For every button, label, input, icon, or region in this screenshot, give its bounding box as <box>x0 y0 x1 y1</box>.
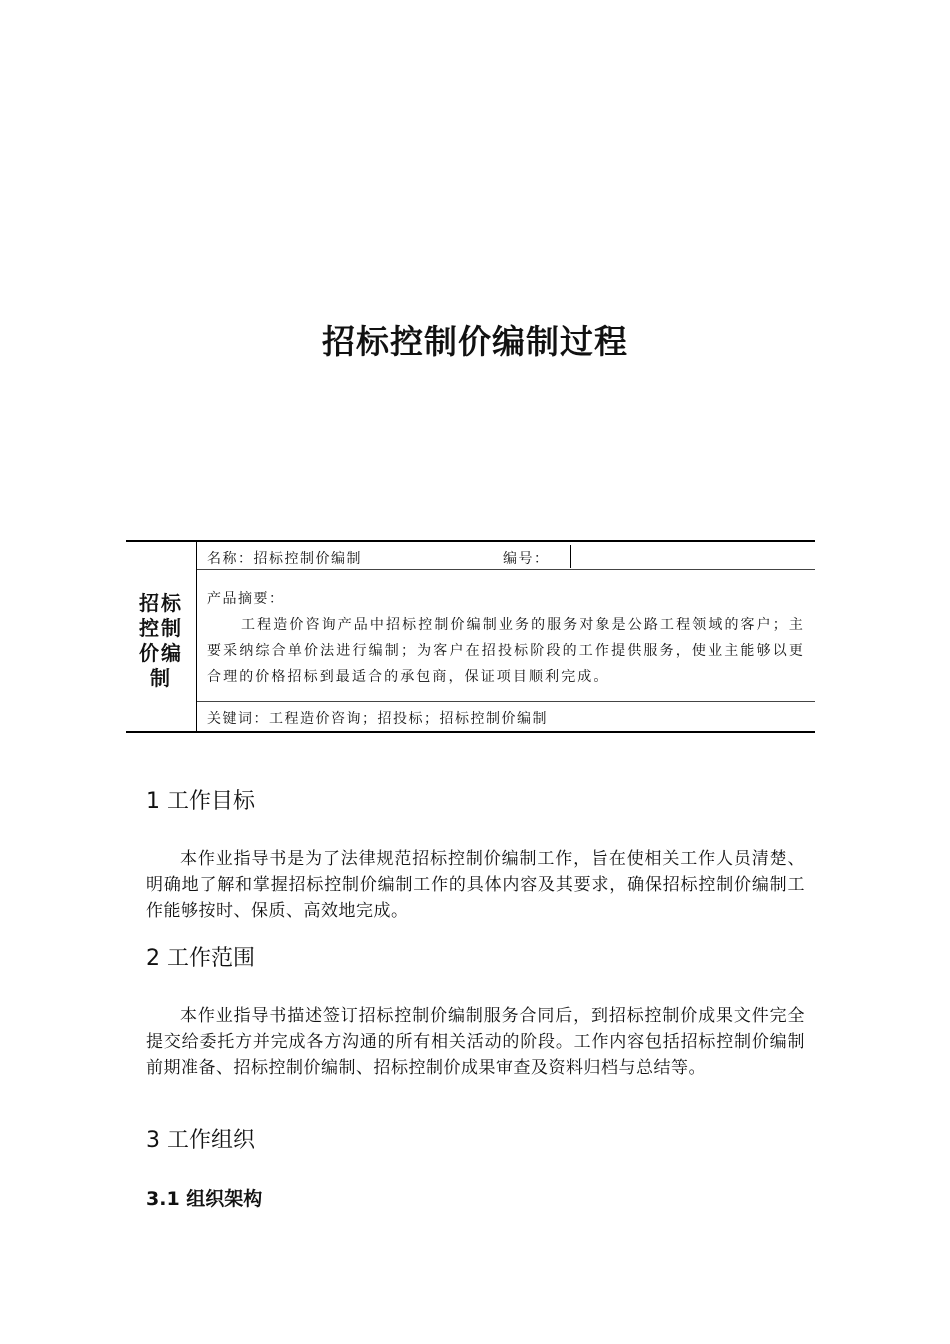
name-row <box>197 542 815 570</box>
keywords-row <box>197 702 815 729</box>
section-2-heading: 2 工作范围 <box>146 946 255 971</box>
document-title: 招标控制价编制过程 <box>322 322 628 361</box>
code-field-divider <box>570 545 571 568</box>
abstract-text: 工程造价咨询产品中招标控制价编制业务的服务对象是公路工程领域的客户；主要采纳综合单价法进行编制；为客户在招投标阶段的工作提供服务，使业主能够以更合理的价格招标到最适合的承包商，保证项目顺利完成。 <box>207 617 805 685</box>
subsection-3-1-heading: 3.1 组织架构 <box>146 1188 263 1210</box>
side-label: 招标控制价编制 <box>139 590 183 690</box>
section-1-paragraph: 本作业指导书是为了法律规范招标控制价编制工作，旨在使相关工作人员清楚、明确地了解和掌握招标控制价编制工作的具体内容及其要求，确保招标控制价编制工作能够按时、保质、高效地完成。 <box>146 849 805 921</box>
side-label-cell <box>126 542 196 731</box>
code-label: 编号： <box>503 551 550 567</box>
section-2-paragraph: 本作业指导书描述签订招标控制价编制服务合同后，到招标控制价成果文件完全提交给委托方并完成各方沟通的所有相关活动的阶段。工作内容包括招标控制价编制前期准备、招标控制价编制、招标控制价成果审查及资料归档与总结等。 <box>146 1006 805 1078</box>
name-label: 名称：招标控制价编制 <box>207 551 362 567</box>
info-table <box>126 540 815 733</box>
section-3-heading: 3 工作组织 <box>146 1128 255 1153</box>
section-1-heading: 1 工作目标 <box>146 789 255 814</box>
keywords: 关键词：工程造价咨询；招投标；招标控制价编制 <box>207 711 548 727</box>
abstract-row <box>197 570 815 702</box>
abstract-label: 产品摘要： <box>207 591 285 607</box>
